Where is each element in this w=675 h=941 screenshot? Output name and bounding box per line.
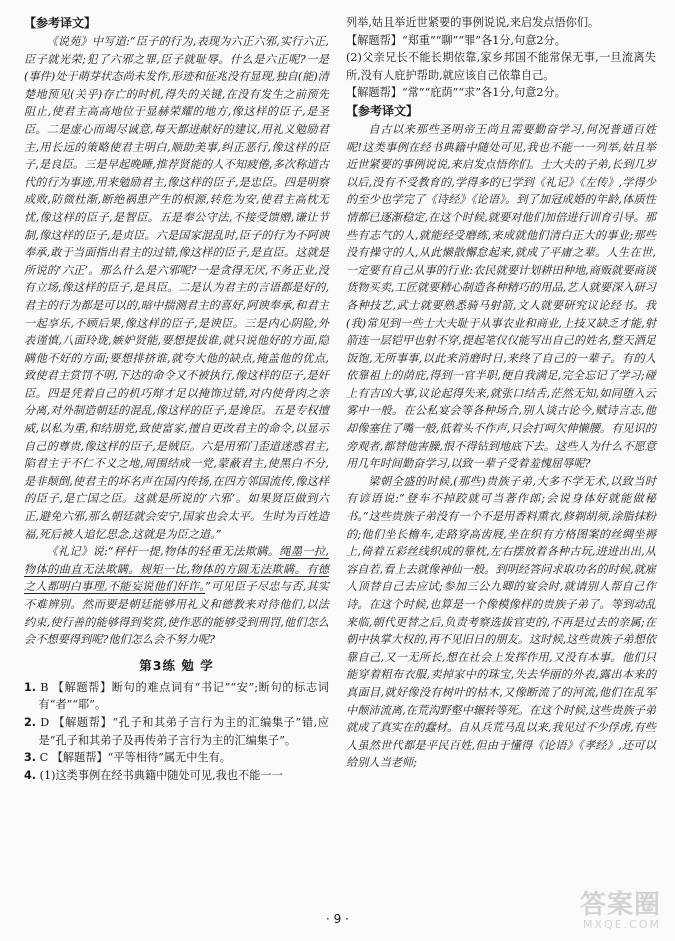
liji-quote-end: ”可见臣子尽忠与否,其实不难辨别。然而要是朝廷能够用礼义和德教来对待他们,以法约束,使行善的能够得到奖赏,使作恶的能够受到刑罚,他们怎么会不想要得到呢?他们怎么会不努力呢? xyxy=(24,580,329,647)
answer-item-3 xyxy=(24,749,329,767)
mianxue-translation-paragraph-1: 自古以来那些圣明帝王尚且需要勤奋学习,何况普通百姓呢!这类事例在经书典籍中随处可见,我也不能一一列举,姑且举近世紧要的事例说说,来启发点悟你们。士大夫的子弟,长到几岁以后,没有不受教育的,学得多的已学到《礼记》《左传》,学得少的至少也学完了《诗经》《论语》。到了加冠成婚的年龄,体质性情都已逐渐稳定,在这个时候,就要对他们加倍进行训育引导。那些有志气的人,就能经受磨练,来成就他们清白正大的事业;那些没有操守的人,从此懒散懈怠起来,就成了平庸之辈。人生在世,一定要有自己从事的行业:农民就要计划耕田种地,商贩就要商谈货物买卖,工匠就要精心制造各种精巧的用品,艺人就要深入研习各种技艺,武士就要熟悉骑马射箭,文人就要研究议论经书。我(我)常见到一些士大夫耻于从事农业和商业,上技又缺乏才能,射箭连一层铠甲也射不穿,提起笔仅仅能写出自己的姓名,整天酒足饭饱,无所事事,以此来消磨时日,来终了自己的一辈子。有的人依靠祖上的荫庇,得到一官半职,便自我满足,完全忘记了学习;碰上有吉凶大事,议论起得失来,就张口结舌,茫然无知,如同堕入云雾中一般。在公私宴会等各种场合,别人谈古论今,赋诗言志,他却像塞住了嘴一般,低着头不作声,只会打呵欠伸懒腰。有见识的旁观者,都替他害臊,恨不得钻到地底下去。这些人为什么不愿意用几年时间勤奋学习,以致一辈子受着羞愧屈辱呢? xyxy=(346,122,656,471)
right-column xyxy=(346,14,656,772)
answer-part-2: (2)父亲兄长不能长期依靠,家乡邦国不能常保无事,一旦流离失所,没有人庇护帮助,就应该自己依靠自己。 xyxy=(346,51,656,82)
underlined-quote: 绳墨一拉,物体的曲直无法欺瞒。规矩一比,物体的方圆无法欺瞒。有德之人都明白事理,不能妄说他们奸诈。 xyxy=(24,545,329,594)
item-text: D 【解题帮】“孔子和其弟子言行为主的汇编集子”错,应是“孔子和其弟子及再传弟子言行为主的汇编集子”。 xyxy=(38,715,329,747)
answer-item-2 xyxy=(24,714,329,749)
reference-translation-heading-2: 【参考译文】 xyxy=(346,103,419,118)
item-number: 1. xyxy=(24,680,37,694)
answer-continuation: 列举,姑且举近世紧要的事例说说,来启发点悟你们。 xyxy=(346,16,600,29)
item-text: C 【解题帮】“平等相待”属无中生有。 xyxy=(39,751,231,765)
mianxue-translation-paragraph-2: 梁朝全盛的时候,(那些)贵族子弟,大多不学无术,以致当时有谚语说:“登车不掉跤就可当著作郎;会说身体好就能做秘书。”这些贵族子弟没有一个不是用香料熏衣,修剃胡须,涂脂抹粉的;他们坐长檐车,走路穿高齿屐,坐在织有方格图案的丝绸坐褥上,倚着五彩丝线织成的靠枕,左右摆放着各种古玩,进进出出,从容自若,看上去就像神仙一般。到明经答问求取功名的时候,就雇人顶替自己去应试;参加三公九卿的宴会时,就请别人帮自己作诗。在这个时候,也算是一个像模像样的贵族子弟了。等到动乱来临,朝代更替之后,负责考察选拔官吏的,不再是过去的亲属;在朝中执掌大权的,再不见旧日的朋友。这时候,这些贵族子弟想依靠自己,又一无所长,想在社会上发挥作用,又没有本事。他们只能穿着粗布衣服,卖掉家中的珠宝,失去华丽的外表,露出本来的真面目,就好像没有树叶的枯木,又像断流了的河流,他们在乱军中颠沛流离,在荒沟野壑中辗转等死。在这个时候,这些贵族子弟就成了真实在的蠢材。自从兵荒马乱以来,我见过不少俘虏,有些人虽然世代都是平民百姓,但由于懂得《论语》《孝经》,还可以给别人当老师; xyxy=(346,474,656,770)
answer-item-1 xyxy=(24,679,329,714)
item-text: B 【解题帮】断句的难点词有“书记”“安”;断句的标志词有“者”“耶”。 xyxy=(38,680,329,712)
liji-quote-start: 《礼记》说:“秤杆一提,物体的轻重无法欺瞒。 xyxy=(46,545,280,559)
item-number: 2. xyxy=(24,715,37,729)
solution-hint-2: 【解题帮】“常”“庇荫”“求”各1分,句意2分。 xyxy=(346,86,566,100)
watermark-text: 答案圈 xyxy=(579,890,661,920)
item-number: 3. xyxy=(24,751,37,765)
item-number: 4. xyxy=(24,768,37,782)
left-column xyxy=(24,14,329,784)
page-number: · 9 · xyxy=(326,912,349,926)
answer-item-4 xyxy=(24,767,329,785)
shuoyuan-translation-paragraph: 《说苑》中写道:“臣子的行为,表现为六正六邪,实行六正,臣子就光荣;犯了六邪之罪,臣子就耻辱。什么是六正呢?一是(事件)处于萌芽状态尚未发作,形迹和征兆没有显现,独自(能)清楚地预见(关乎)存亡的时机,得失的关键,在没有发生之前预先阻止,使君主高高地位于显赫荣耀的地方,像这样的臣子,是圣臣。二是虚心而竭尽诚意,每天都进献好的建议,用礼义勉励君主,用长远的策略使君主明白,顺助美事,纠正恶行,像这样的臣子,是良臣。三是早起晚睡,推荐贤能的人不知疲倦,多次称道古代的行为事迹,用来勉励君主,像这样的臣子,是忠臣。四是明察成败,防微杜渐,断绝祸患产生的根源,转危为安,使君主高枕无忧,像这样的臣子,是智臣。五是奉公守法,不接受馈赠,谦让节制,像这样的臣子,是贞臣。六是国家混乱时,臣子的行为不阿谀奉承,敢于当面指出君主的过错,像这样的臣子,是直臣。这就是所说的‘六正’。那么什么是六邪呢?一是贪得无厌,不务正业,没有立场,像这样的臣子,是具臣。二是认为君主的言语都是好的,君主的行为都是可以的,暗中揣测君主的喜好,阿谀奉承,和君主一起享乐,不顾后果,像这样的臣子,是谀臣。三是内心阴险,外表谨慎,八面玲珑,嫉妒贤能,要想提拔谁,就只说他好的方面,隐瞒他不好的方面;要想排挤谁,就夸大他的缺点,掩盖他的优点,致使君主赏罚不明,下达的命令又不被执行,像这样的臣子,是奸臣。四是凭着自己的机巧辩才足以掩饰过错,对内使骨肉之亲分离,对外制造朝廷的混乱,像这样的臣子,是谗臣。五是专权擅威,以私为重,和结朋党,致使富家,擅自更改君主的命令,以显示自己的尊贵,像这样的臣子,是贼臣。六是用邪门歪道迷惑君主,陷君主于不仁不义之地,周围结成一党,蒙蔽君主,使黑白不分,是非颠倒,使君主的坏名声在国内传扬,在四方邻国流传,像这样的臣子,是亡国之臣。这就是所说的‘六邪’。如果贤臣做到六正,避免六邪,那么朝廷就会安宁,国家也会太平。生时为百姓造福,死后被人追忆思念,这就是为臣之道。” xyxy=(24,35,329,541)
section-title: 第3练 勉 学 xyxy=(139,657,214,673)
watermark-logo xyxy=(551,891,661,935)
watermark-url: MXQE.COM xyxy=(583,918,661,931)
reference-translation-heading: 【参考译文】 xyxy=(24,16,97,30)
liji-translation-paragraph xyxy=(24,543,329,649)
item-text: (1)这类事例在经书典籍中随处可见,我也不能一一 xyxy=(39,768,283,782)
solution-hint-1: 【解题帮】“郑重”“聊”“罪”各1分,句意2分。 xyxy=(346,33,566,47)
